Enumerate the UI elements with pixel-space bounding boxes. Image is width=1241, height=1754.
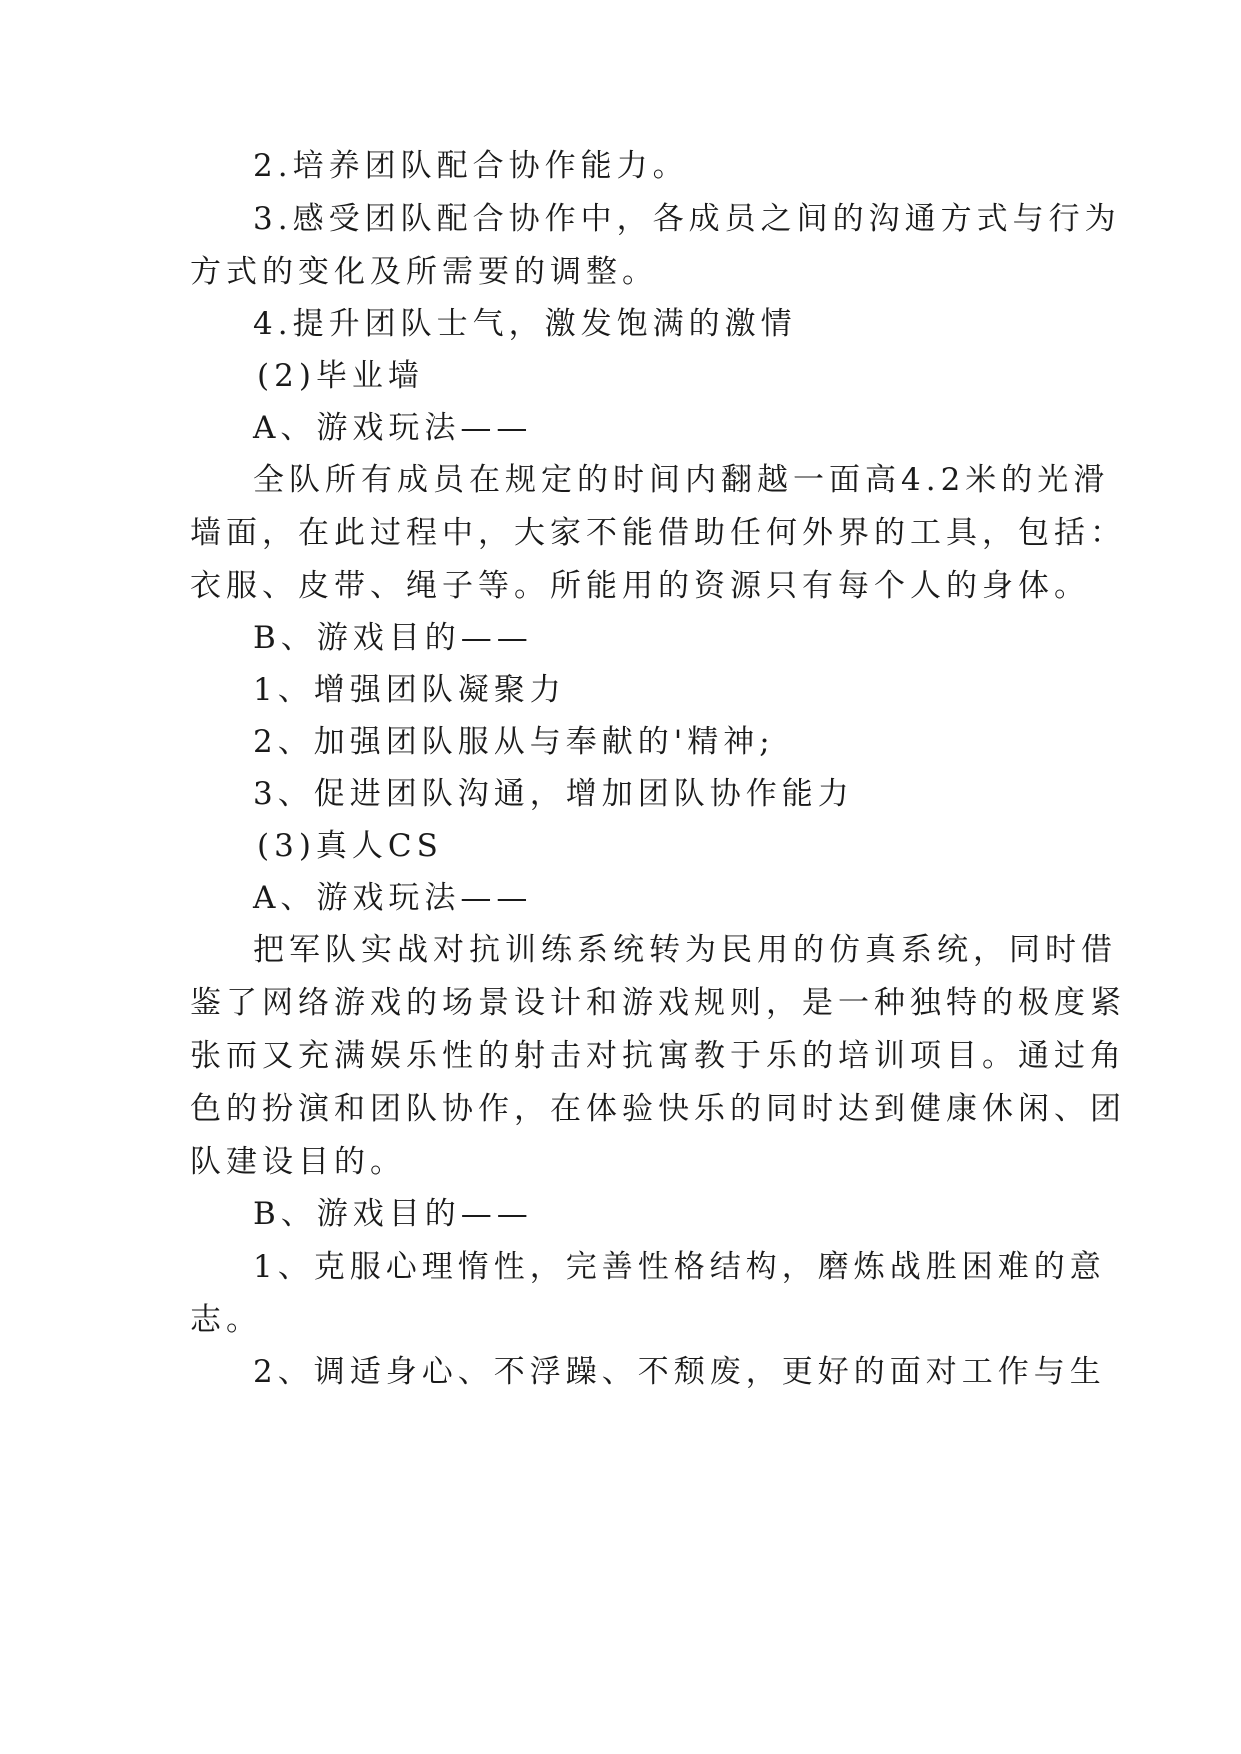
text-line: 全队所有成员在规定的时间内翻越一面高4.2米的光滑 [253,462,1110,498]
section-heading: (2)毕业墙 [257,358,424,394]
subsection-heading: B、游戏目的—— [253,620,533,656]
subsection-heading: A、游戏玩法—— [253,410,533,446]
subsection-heading: A、游戏玩法—— [253,880,533,916]
text-line: 4.提升团队士气，激发饱满的激情 [253,306,797,342]
text-line: 鉴了网络游戏的场景设计和游戏规则，是一种独特的极度紧 [190,985,1126,1021]
text-line: 张而又充满娱乐性的射击对抗寓教于乐的培训项目。通过角 [190,1038,1126,1074]
text-line: 2.培养团队配合协作能力。 [253,148,689,184]
text-line: 墙面，在此过程中，大家不能借助任何外界的工具，包括： [190,515,1126,551]
text-line: 衣服、皮带、绳子等。所能用的资源只有每个人的身体。 [190,568,1090,604]
text-line: 3.感受团队配合协作中，各成员之间的沟通方式与行为 [253,201,1121,237]
list-item: 1、增强团队凝聚力 [253,672,566,708]
list-item: 2、调适身心、不浮躁、不颓废，更好的面对工作与生 [253,1354,1106,1390]
text-line: 志。 [190,1302,262,1338]
text-line: 队建设目的。 [190,1144,406,1180]
text-line: 把军队实战对抗训练系统转为民用的仿真系统，同时借 [253,932,1117,968]
section-heading: (3)真人CS [257,828,443,864]
list-item: 3、促进团队沟通，增加团队协作能力 [253,776,854,812]
list-item: 2、加强团队服从与奉献的'精神; [253,724,775,760]
list-item: 1、克服心理惰性，完善性格结构，磨炼战胜困难的意 [253,1249,1106,1285]
text-line: 色的扮演和团队协作，在体验快乐的同时达到健康休闲、团 [190,1091,1126,1127]
text-line: 方式的变化及所需要的调整。 [190,254,658,290]
subsection-heading: B、游戏目的—— [253,1196,533,1232]
